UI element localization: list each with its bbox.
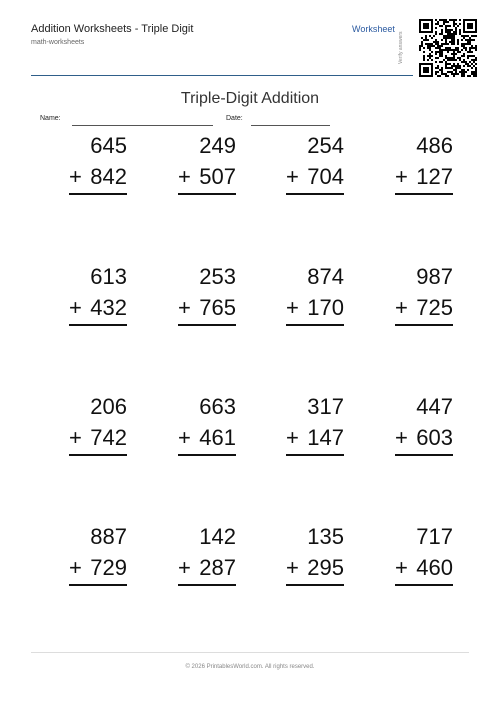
addend-bottom: 742 <box>90 425 127 450</box>
sum-rule <box>395 193 453 195</box>
addend-bottom-row <box>395 425 453 451</box>
sum-rule <box>178 324 236 326</box>
problem-10 <box>178 394 236 456</box>
verify-text: Verify answers <box>398 31 404 65</box>
plus-operator: + <box>395 164 408 189</box>
qr-code-icon[interactable] <box>419 19 477 77</box>
addend-bottom: 725 <box>416 295 453 320</box>
sum-rule <box>178 193 236 195</box>
name-label: Name: <box>40 115 61 122</box>
addend-bottom: 460 <box>416 555 453 580</box>
addend-bottom: 127 <box>416 164 453 189</box>
addend-bottom: 295 <box>307 555 344 580</box>
addend-top: 717 <box>416 524 453 549</box>
addend-bottom: 765 <box>199 295 236 320</box>
plus-operator: + <box>286 295 299 320</box>
problem-16 <box>395 524 453 586</box>
addend-top: 142 <box>199 524 236 549</box>
sum-rule <box>178 584 236 586</box>
addend-bottom-row <box>395 164 453 190</box>
addend-top: 645 <box>90 133 127 158</box>
problem-8 <box>395 264 453 326</box>
plus-operator: + <box>178 555 191 580</box>
plus-operator: + <box>395 295 408 320</box>
date-label: Date: <box>226 115 243 122</box>
problem-2 <box>178 133 236 195</box>
addend-bottom: 507 <box>199 164 236 189</box>
footer-rule <box>31 652 469 653</box>
header-rule <box>31 75 413 76</box>
problem-3 <box>286 133 344 195</box>
addend-bottom: 842 <box>90 164 127 189</box>
addend-top: 206 <box>90 394 127 419</box>
problem-5 <box>69 264 127 326</box>
plus-operator: + <box>69 555 82 580</box>
addend-bottom-row <box>69 295 127 321</box>
plus-operator: + <box>286 164 299 189</box>
addend-bottom-row <box>178 425 236 451</box>
plus-operator: + <box>395 425 408 450</box>
sum-rule <box>69 454 127 456</box>
addend-bottom-row <box>178 555 236 581</box>
problem-6 <box>178 264 236 326</box>
problem-4 <box>395 133 453 195</box>
plus-operator: + <box>69 295 82 320</box>
addend-bottom: 432 <box>90 295 127 320</box>
problem-1 <box>69 133 127 195</box>
addend-top: 987 <box>416 264 453 289</box>
sum-rule <box>395 584 453 586</box>
addend-top: 253 <box>199 264 236 289</box>
plus-operator: + <box>286 425 299 450</box>
sum-rule <box>286 584 344 586</box>
addend-top: 317 <box>307 394 344 419</box>
addend-top: 486 <box>416 133 453 158</box>
addend-bottom-row <box>69 164 127 190</box>
addend-bottom: 729 <box>90 555 127 580</box>
plus-operator: + <box>178 295 191 320</box>
sum-rule <box>286 193 344 195</box>
name-field-line[interactable] <box>72 125 213 126</box>
addend-bottom: 704 <box>307 164 344 189</box>
sum-rule <box>69 193 127 195</box>
plus-operator: + <box>395 555 408 580</box>
problem-14 <box>178 524 236 586</box>
addend-top: 663 <box>199 394 236 419</box>
addend-bottom: 603 <box>416 425 453 450</box>
sum-rule <box>286 454 344 456</box>
addend-bottom-row <box>69 425 127 451</box>
sum-rule <box>286 324 344 326</box>
sum-rule <box>69 584 127 586</box>
addend-bottom-row <box>286 425 344 451</box>
addend-top: 613 <box>90 264 127 289</box>
addend-bottom: 147 <box>307 425 344 450</box>
problem-12 <box>395 394 453 456</box>
problem-9 <box>69 394 127 456</box>
problem-7 <box>286 264 344 326</box>
worksheet-title: Triple-Digit Addition <box>180 90 320 107</box>
problem-15 <box>286 524 344 586</box>
sum-rule <box>395 454 453 456</box>
problem-11 <box>286 394 344 456</box>
addend-bottom: 461 <box>199 425 236 450</box>
problem-13 <box>69 524 127 586</box>
footer-copyright: © 2026 PrintablesWorld.com. All rights reserved. <box>185 664 315 670</box>
header-subtitle: math-worksheets <box>31 39 85 46</box>
addend-bottom-row <box>286 164 344 190</box>
addend-bottom: 287 <box>199 555 236 580</box>
addend-top: 254 <box>307 133 344 158</box>
sum-rule <box>69 324 127 326</box>
addend-top: 887 <box>90 524 127 549</box>
addend-top: 874 <box>307 264 344 289</box>
addend-top: 447 <box>416 394 453 419</box>
addend-bottom-row <box>178 164 236 190</box>
addend-bottom-row <box>286 295 344 321</box>
addend-bottom-row <box>286 555 344 581</box>
addend-bottom: 170 <box>307 295 344 320</box>
plus-operator: + <box>178 164 191 189</box>
sum-rule <box>178 454 236 456</box>
plus-operator: + <box>286 555 299 580</box>
addend-bottom-row <box>178 295 236 321</box>
addend-top: 135 <box>307 524 344 549</box>
header-tag: Worksheet <box>352 24 395 34</box>
plus-operator: + <box>178 425 191 450</box>
addend-top: 249 <box>199 133 236 158</box>
addend-bottom-row <box>395 555 453 581</box>
plus-operator: + <box>69 425 82 450</box>
date-field-line[interactable] <box>251 125 330 126</box>
plus-operator: + <box>69 164 82 189</box>
header-title: Addition Worksheets - Triple Digit <box>31 23 194 35</box>
sum-rule <box>395 324 453 326</box>
addend-bottom-row <box>69 555 127 581</box>
addend-bottom-row <box>395 295 453 321</box>
